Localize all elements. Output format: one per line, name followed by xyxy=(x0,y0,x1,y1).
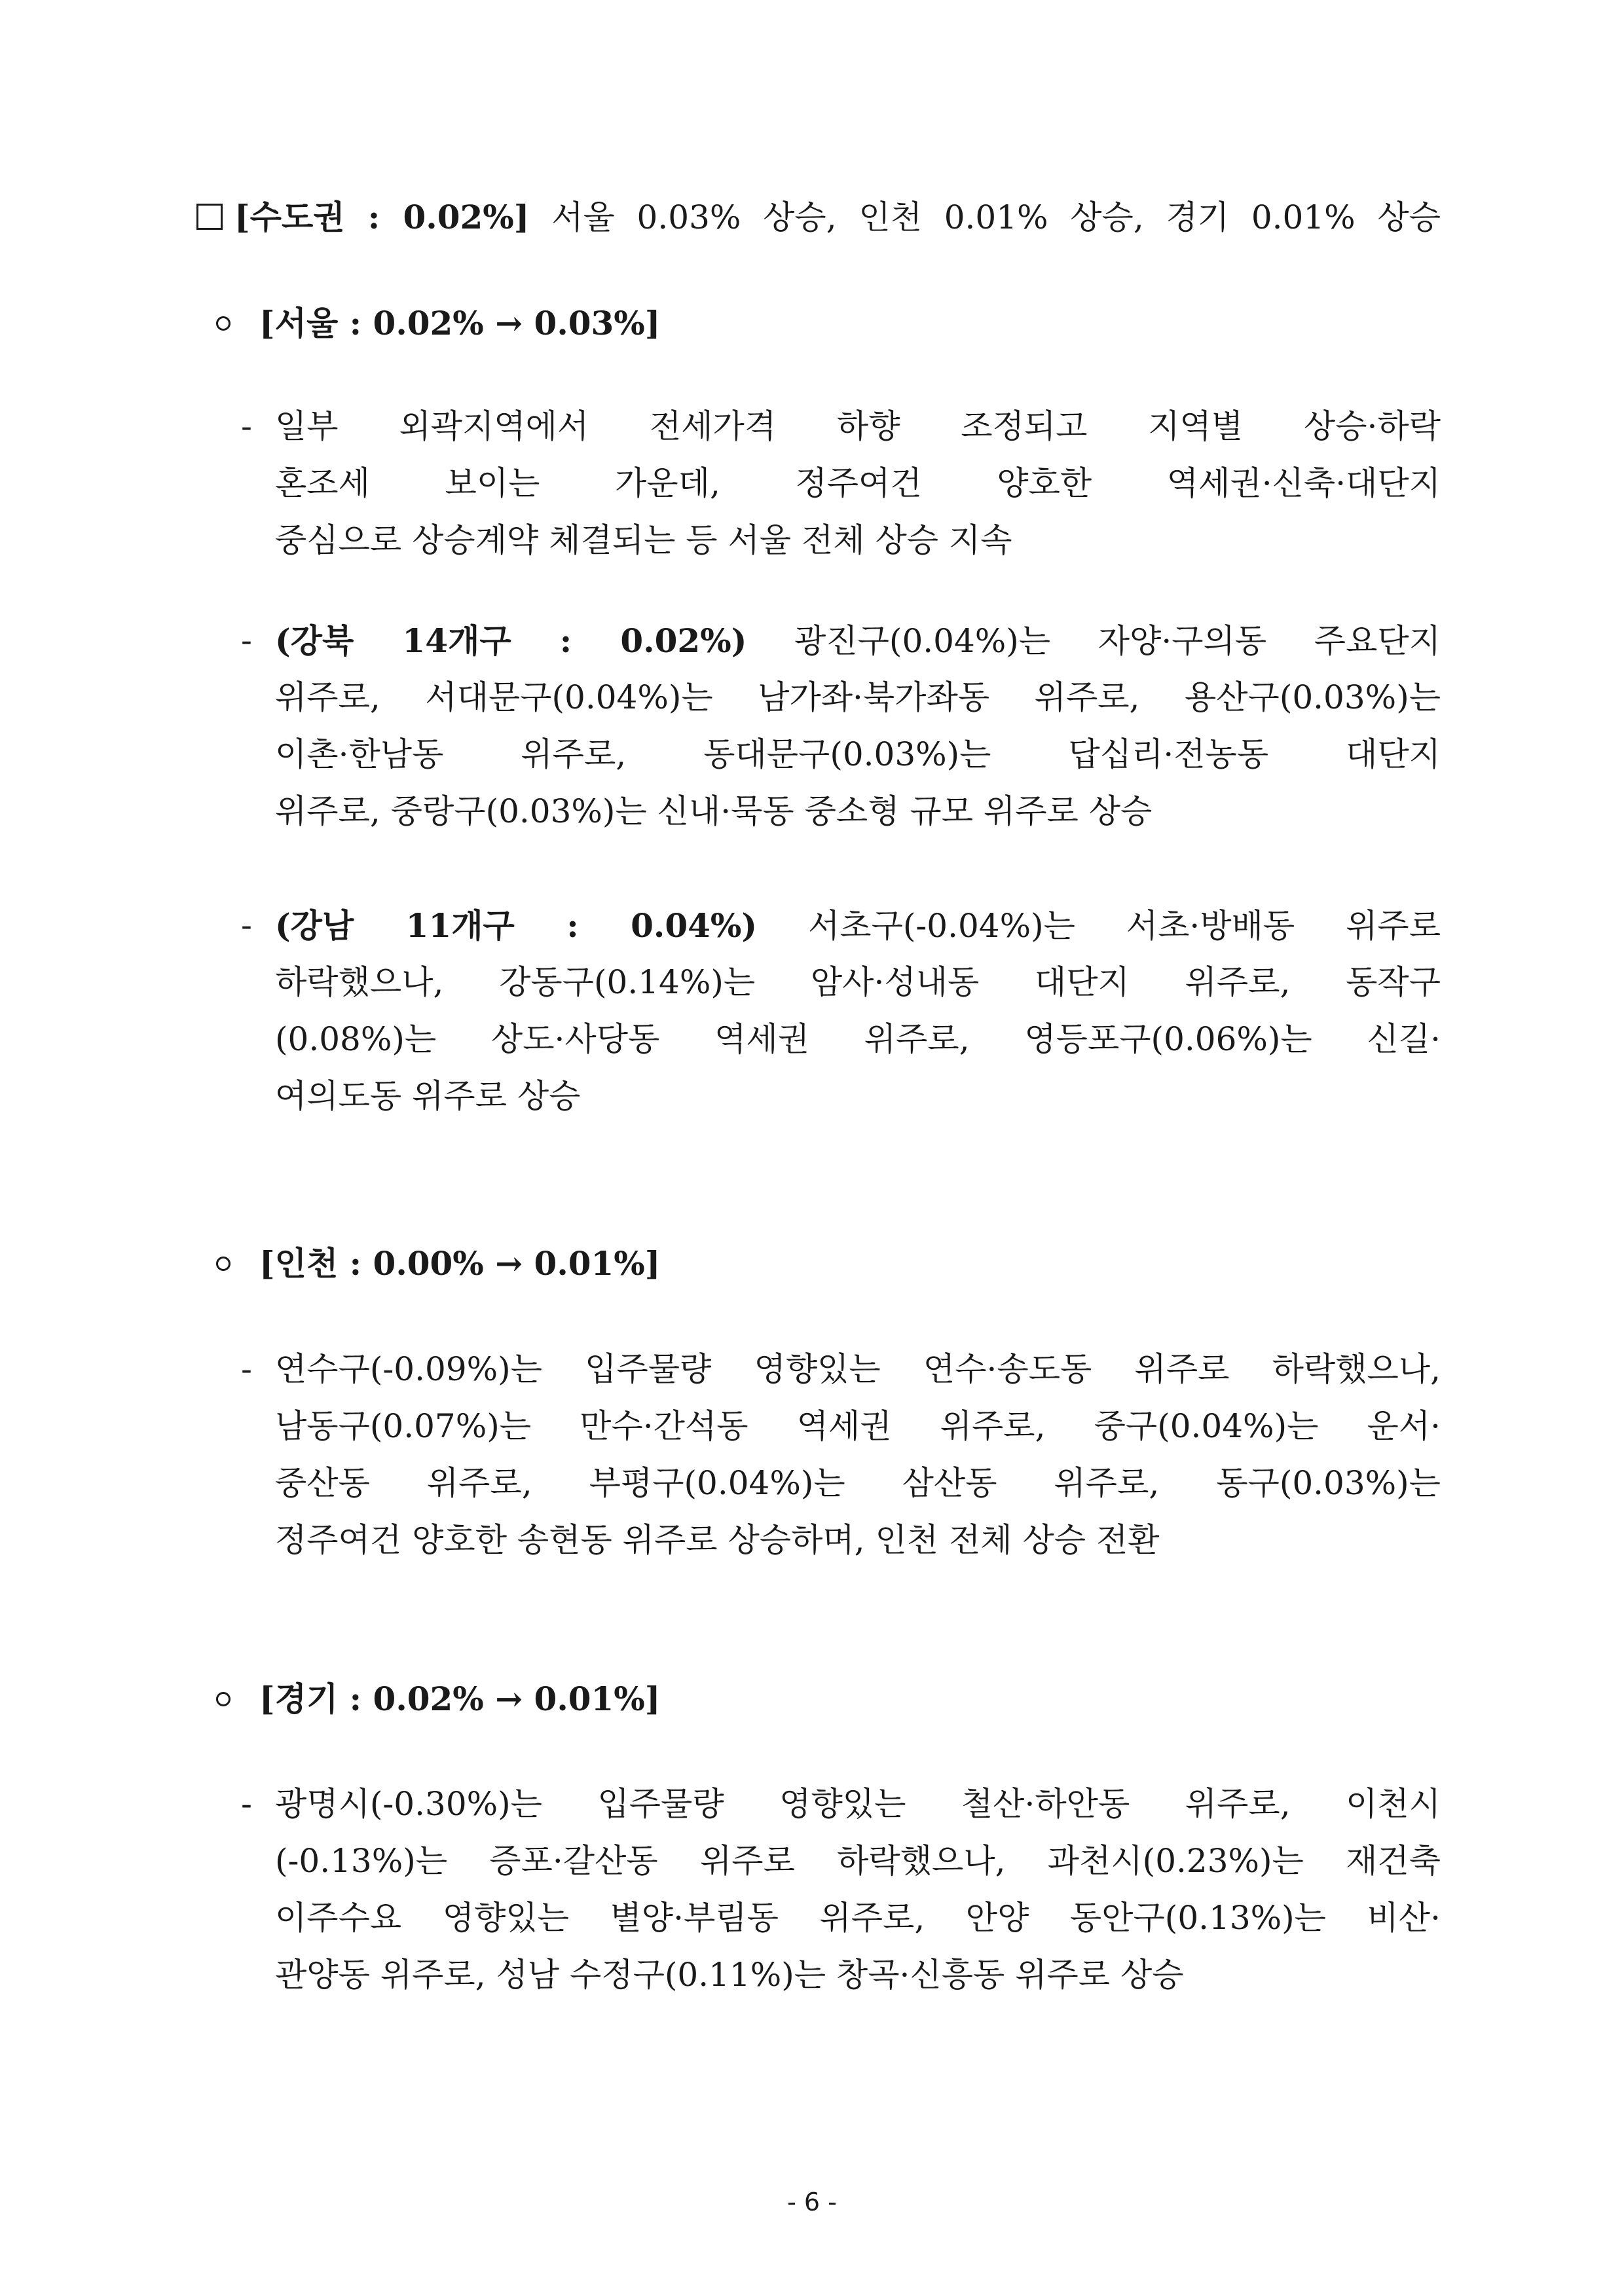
circle-bullet-icon xyxy=(216,316,231,331)
dash-marker: - xyxy=(241,407,252,445)
circle-bullet-icon xyxy=(216,1692,231,1706)
district-group-label: (강남 11개구 : 0.04%) xyxy=(275,906,758,945)
district-group-label: (강북 14개구 : 0.02%) xyxy=(275,621,747,660)
subsection-title-gyeonggi: [경기 : 0.02% → 0.01%] xyxy=(216,1673,660,1725)
dash-marker: - xyxy=(241,1350,252,1388)
document-page: [수도권 : 0.02%] 서울 0.03% 상승, 인천 0.01% 상승, 경기 0.01% 상승 [서울 : 0.02% → 0.03%] - 일부 외곽지역에서 전세가격 하향 조정되고 지역별 상승·하락 혼조세 보이는 가운데, 정주여건 양호한 역세권·신축·대단지 중심으로 상승계약 체결되는 등 서울 전체 상승 지속 - (강북 14개구 : 0.02%) 광진구(0.04%)는 자양·구의동 주요단지 위주로, 서대문구(0.04%)는 남가좌·북가좌동 위주로, 용산구(0.03%)는 이촌·한남동 위주로, 동대문구(0.03%)는 답십리·전농동 대단지 위주로, 중랑구(0.03%)는 신내·묵동 중소형 규모 위주로 상승 - (강남 11개구 : 0.04%) 서초구(-0.04%)는 서초·방배동 위주로 하락했으나, 강동구(0.14%)는 암사·성내동 대단지 위주로, 동작구 (0.08%)는 상도·사당동 역세권 위주로, 영등포구(0.06%)는 신길· 여의도동 위주로 상승 [인천 : 0.00% → 0.01%] - 연수구(-0.09%)는 입주물량 영향있는 연수·송도동 위주로 하락했으나, 남동구(0.07%)는 만수·간석동 역세권 위주로, 중구(0.04%)는 운서· 중산동 위주로, 부평구(0.04%)는 삼산동 위주로, 동구(0.03%)는 정주여건 양호한 송현동 위주로 상승하며, 인천 전체 상승 전환 [경기 : 0.02% → 0.01%] - 광명시(-0.30%)는 입주물량 영향있는 철산·하안동 위주로, 이천시 (-0.13%)는 증포·갈산동 위주로 하락했으나, 과천시(0.23%)는 재건축 이주수요 영향있는 별양·부림동 위주로, 안양 동안구(0.13%)는 비산· 관양동 위주로, 성남 수정구(0.11%)는 창곡·신흥동 위주로 상승 - 6 - xyxy=(0,0,1624,2295)
subsection-title-seoul: [서울 : 0.02% → 0.03%] xyxy=(216,297,660,350)
subsection-title-incheon: [인천 : 0.00% → 0.01%] xyxy=(216,1238,660,1290)
circle-bullet-icon xyxy=(216,1257,231,1271)
page-number: - 6 - xyxy=(787,2188,837,2216)
section-heading xyxy=(196,191,1441,244)
heading-text: 서울 0.03% 상승, 인천 0.01% 상승, 경기 0.01% 상승 xyxy=(551,198,1441,236)
dash-marker: - xyxy=(241,621,252,659)
heading-label: [수도권 : 0.02%] xyxy=(234,198,530,236)
dash-marker: - xyxy=(241,1785,252,1823)
dash-marker: - xyxy=(241,906,252,944)
square-checkbox-icon xyxy=(196,204,223,230)
